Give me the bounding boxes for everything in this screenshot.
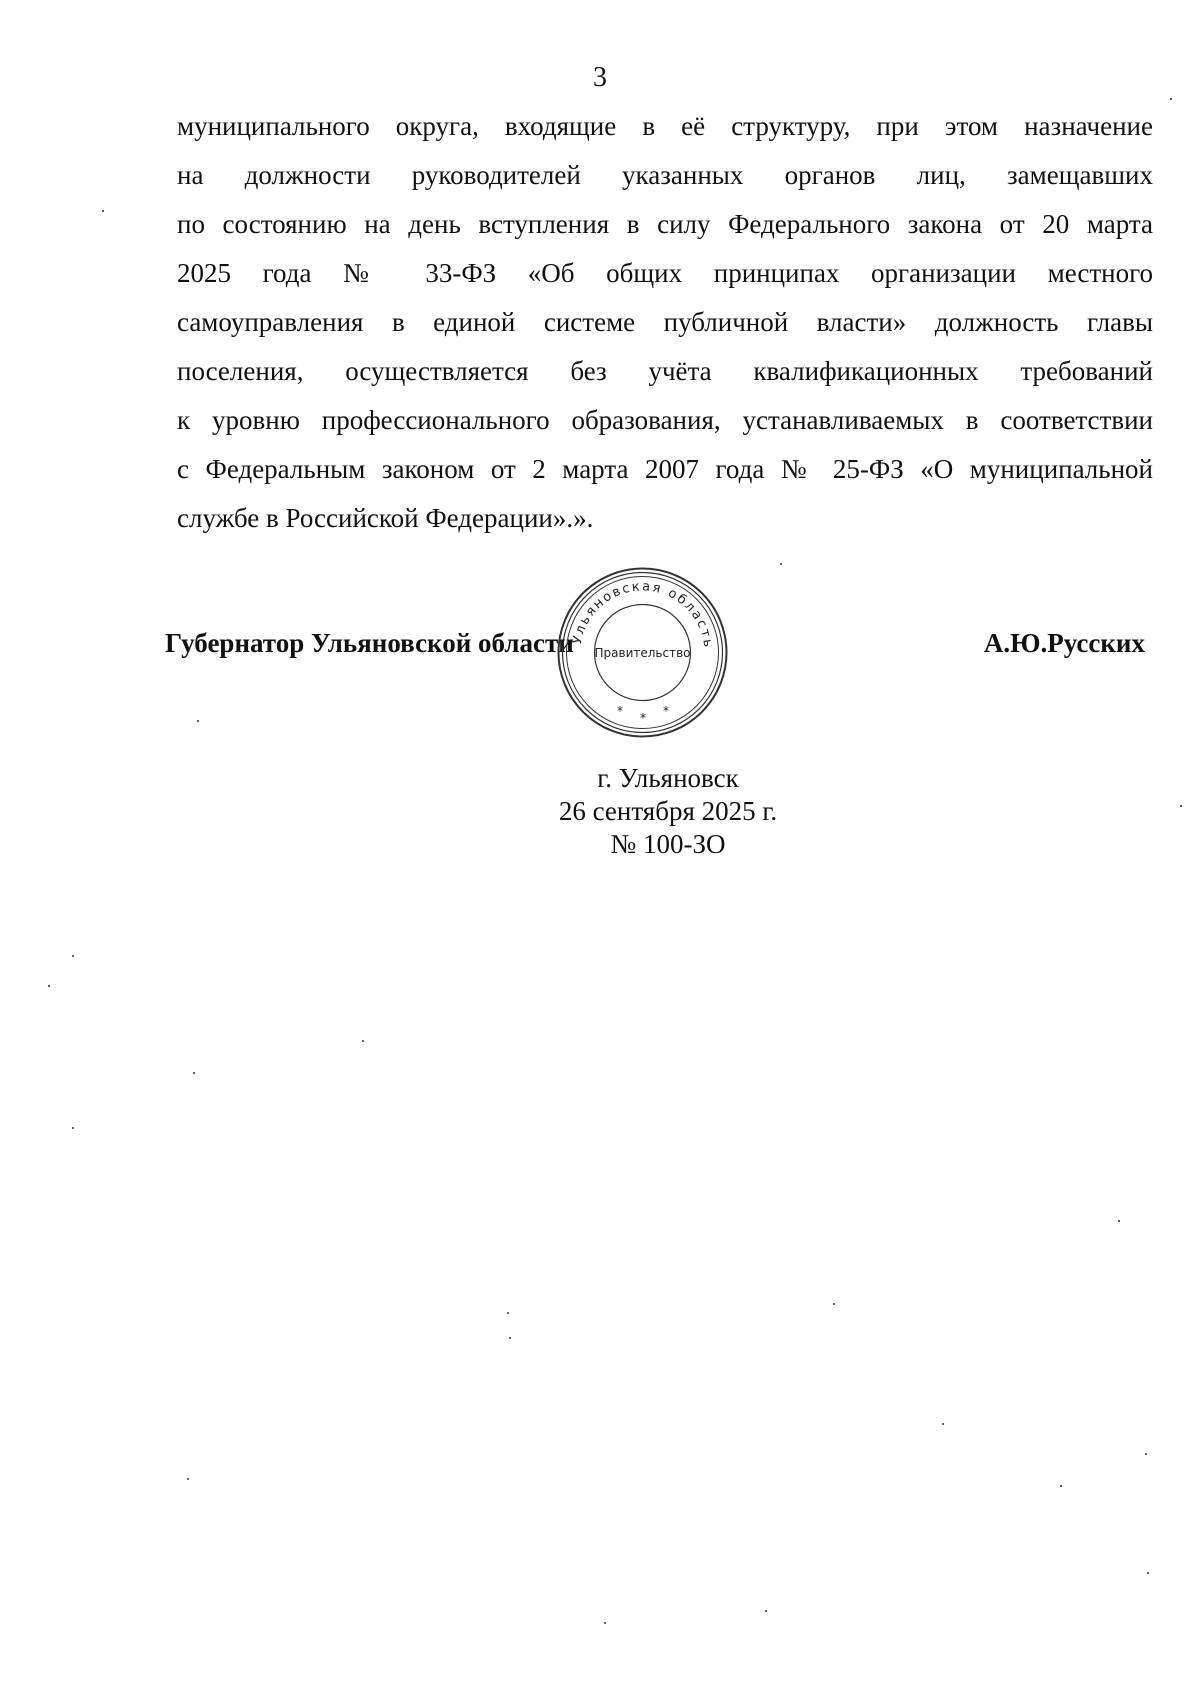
seal-center-text: Правительство: [594, 646, 691, 660]
scan-speck: [1145, 1453, 1147, 1455]
scan-speck: [942, 1423, 944, 1425]
scan-speck: [187, 1478, 189, 1480]
seal-outer-text: Ульяновская область: [570, 579, 716, 650]
body-line: самоуправления в единой системе публичной власти» должность главы: [177, 307, 1153, 337]
body-text: [177, 102, 1153, 543]
scan-speck: [362, 1040, 364, 1042]
scan-speck: [833, 1303, 835, 1305]
seal-star-icon: *: [640, 711, 646, 725]
scan-speck: [193, 1072, 195, 1074]
official-seal: [555, 565, 730, 740]
seal-star-icon: *: [663, 704, 669, 718]
scan-speck: [48, 985, 50, 987]
scan-speck: [72, 1127, 74, 1129]
page-number: 3: [593, 62, 607, 93]
signatory-name: А.Ю.Русских: [983, 628, 1145, 658]
scan-speck: [197, 720, 199, 722]
scan-speck: [1060, 1485, 1062, 1487]
scan-speck: [102, 210, 104, 212]
body-line: к уровню профессионального образования, устанавливаемых в соответствии: [177, 405, 1153, 435]
scan-speck: [765, 1610, 767, 1612]
scan-speck: [72, 955, 74, 957]
scan-speck: [604, 1622, 606, 1624]
body-line: поселения, осуществляется без учёта квалификационных требований: [177, 356, 1153, 386]
place-of-signing: г. Ульяновск: [597, 763, 739, 793]
signatory-title: Губернатор Ульяновской области: [165, 628, 574, 658]
body-line: по состоянию на день вступления в силу Федерального закона от 20 марта: [177, 209, 1153, 239]
body-line: на должности руководителей указанных органов лиц, замещавших: [177, 160, 1153, 190]
scan-speck: [507, 1312, 509, 1314]
place-date-block: [0, 762, 1200, 861]
scan-speck: [780, 563, 782, 565]
body-line: службе в Российской Федерации».».: [177, 503, 594, 533]
signing-date: 26 сентября 2025 г.: [558, 796, 778, 826]
scan-speck: [1180, 805, 1182, 807]
body-line: муниципального округа, входящие в её структуру, при этом назначение: [177, 111, 1153, 141]
law-number: № 100-ЗО: [610, 829, 726, 859]
scan-speck: [509, 1337, 511, 1339]
scan-speck: [1170, 98, 1172, 100]
body-line: 2025 года № 33-ФЗ «Об общих принципах организации местного: [177, 258, 1153, 288]
scan-speck: [1147, 1572, 1149, 1574]
scan-speck: [1118, 1220, 1120, 1222]
body-line: с Федеральным законом от 2 марта 2007 года № 25-ФЗ «О муниципальной: [177, 454, 1153, 484]
seal-star-icon: *: [617, 704, 623, 718]
